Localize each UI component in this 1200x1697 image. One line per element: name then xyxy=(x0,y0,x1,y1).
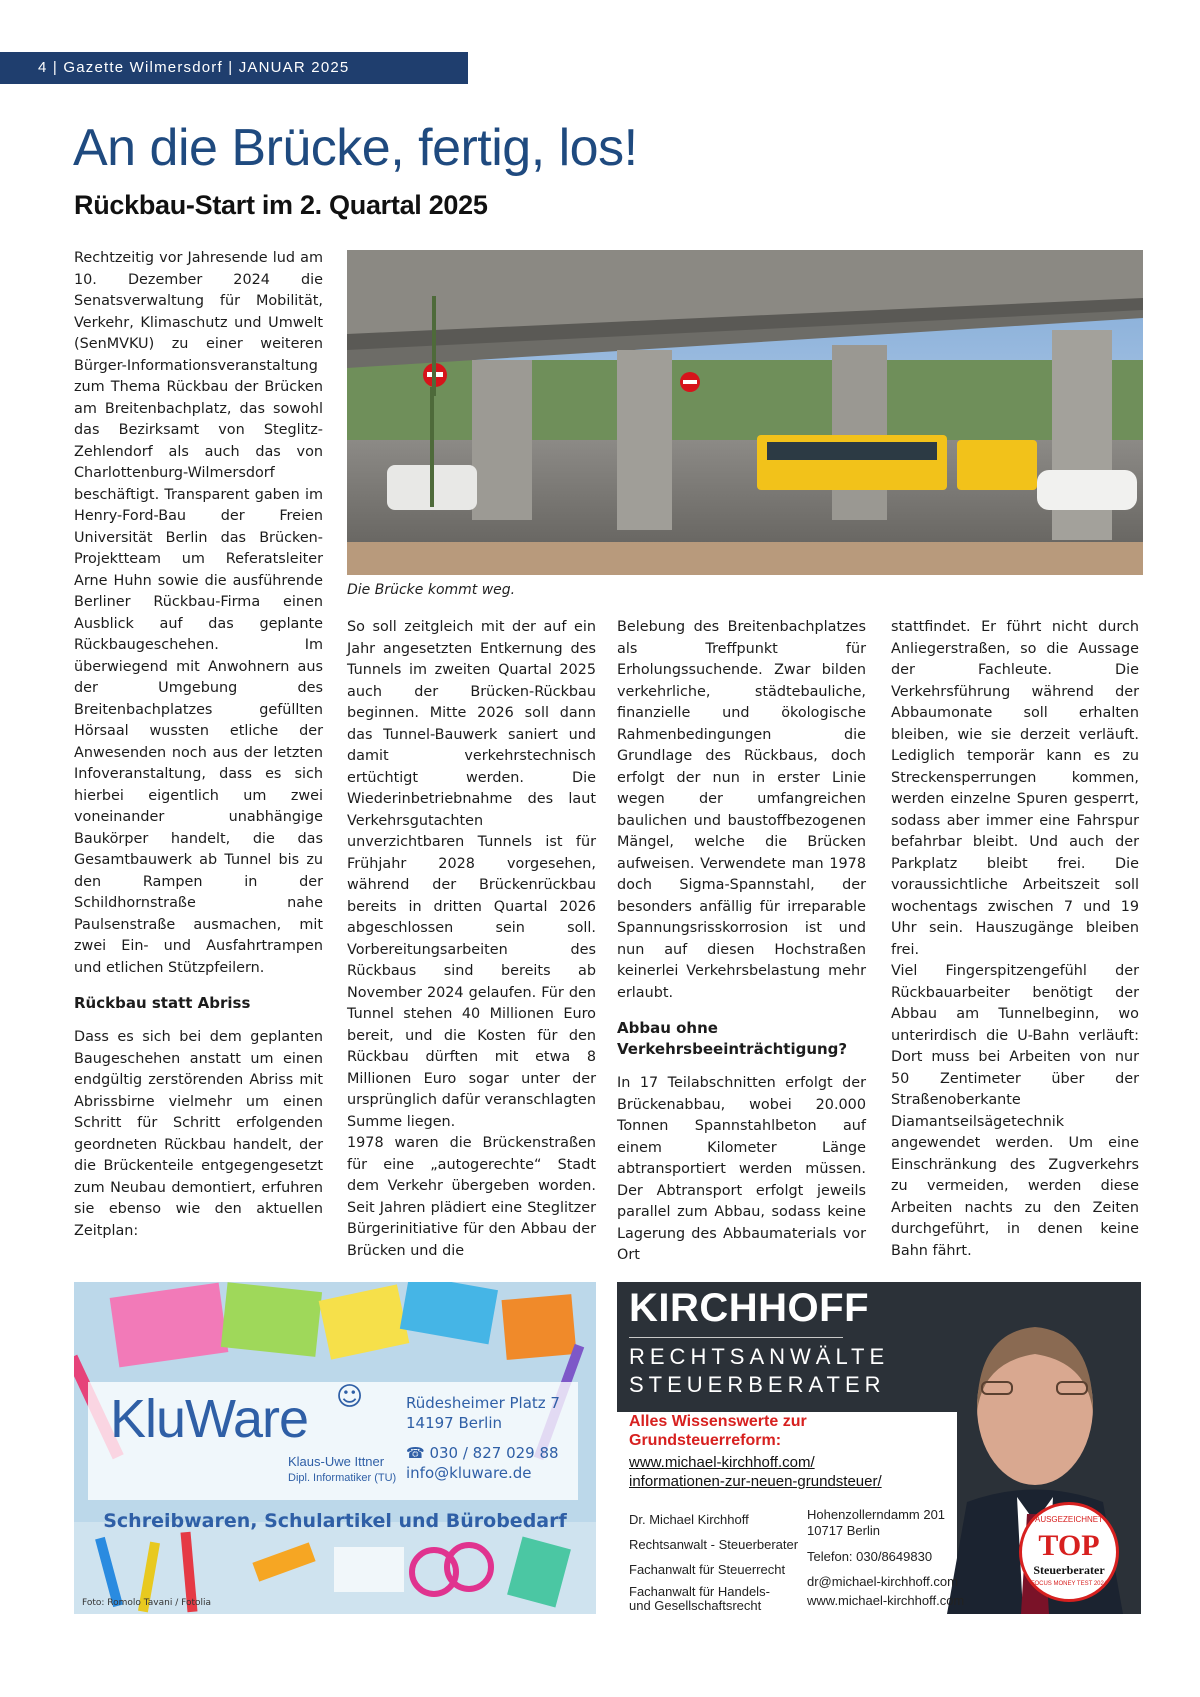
kirchhoff-role1: Rechtsanwalt - Steuerberater xyxy=(629,1537,799,1552)
smiley-icon: ☺ xyxy=(336,1382,364,1412)
article-column-3 xyxy=(617,617,866,1267)
kluware-phone[interactable]: ☎ 030 / 827 029 88 xyxy=(406,1444,559,1462)
paragraph: Viel Fingerspitzengefühl der Rückbauarbeiter benötigt der Abbau am Tunnelbeginn, wo unterirdisch die U-Bahn verläuft: Dort muss bei Arbeiten von nur 50 Zentimeter über der Straßenoberkante Diamantseilsägetechnik angewendet werden. Um eine Einschränkung des Zugverkehrs zu vermeiden, werden diese Arbeiten nachts zu den Zeiten durchgeführt, in denen keine Bahn fährt. xyxy=(891,963,1139,1259)
paragraph: So soll zeitgleich mit der auf ein Jahr angesetzten Entkernung des Tunnels im zweiten Quartal 2025 auch der Brücken-Rückbau beginnen. Mitte 2026 soll dann das Tunnel-Bauwerk saniert und damit verkehrstechnisch ertüchtigt werden. Die Wiederinbetriebnahme des laut Verkehrsgutachten unverzichtbaren Tunnels ist für Frühjahr 2028 vorgesehen, während der Brückenrückbau bereits in dritten Quartal 2026 abgeschlossen sein soll. Vorbereitungsarbeiten des Rückbaus sind bereits ab November 2024 gelaufen. Für den Tunnel stehen 40 Millionen Euro bereit, und die Kosten für den Rückbau dürften mit etwa 8 Millionen Euro sogar unter der ursprünglich dafür veranschlagten Summe liegen. xyxy=(347,619,596,1130)
kirchhoff-person: Dr. Michael Kirchhoff xyxy=(629,1512,749,1527)
kluware-owner: Klaus-Uwe Ittner xyxy=(288,1454,385,1469)
article-column-4 xyxy=(891,617,1139,1262)
kirchhoff-email[interactable]: dr@michael-kirchhoff.com xyxy=(807,1574,958,1589)
kluware-address-line1: Rüdesheimer Platz 7 xyxy=(406,1394,560,1412)
kluware-advertisement[interactable] xyxy=(74,1282,596,1614)
kirchhoff-headline: Alles Wissenswerte zur Grundsteuerreform: xyxy=(629,1413,807,1449)
paragraph: 1978 waren die Brückenstraßen für eine „autogerechte“ Stadt dem Verkehr übergeben worden. Seit Jahren plädiert eine Steglitzer Bürgerinitiative für den Abbau der Brücken und die xyxy=(347,1135,596,1259)
article-headline: An die Brücke, fertig, los! xyxy=(73,119,638,177)
article-column-1 xyxy=(74,248,323,1242)
kluware-email[interactable]: info@kluware.de xyxy=(406,1464,532,1482)
page-header-bar: 4 | Gazette Wilmersdorf | JANUAR 2025 xyxy=(0,52,468,84)
badge-sub-text: Steuerberater xyxy=(1033,1563,1105,1577)
kirchhoff-url2[interactable]: informationen-zur-neuen-grundsteuer/ xyxy=(629,1473,882,1490)
kluware-slogan: Schreibwaren, Schulartikel und Bürobedarf xyxy=(103,1510,567,1532)
kirchhoff-city: 10717 Berlin xyxy=(807,1523,880,1538)
photo-credit: Foto: Romolo Tavani / Fotolia xyxy=(82,1598,212,1608)
kirchhoff-line2: STEUERBERATER xyxy=(629,1372,886,1397)
paragraph: Belebung des Breitenbachplatzes als Treffpunkt für Erholungssuchende. Zwar bilden verkehrliche, städtebauliche, finanzielle und ökologische Rahmenbedingungen die Grundlage des Rückbaus, doch erfolgt der nun in erster Linie wegen der umfangreichen baulichen und baustoffbezogenen Mängel, welche die Brücken aufweisen. Verwendete man 1978 doch Sigma-Spannstahl, der besonders anfällig für irreparable Spannungsrisskorrosion ist und nun auf diesen Hochstraßen keinerlei Verkehrsbelastung mehr erlaubt. xyxy=(617,619,866,1001)
kirchhoff-web[interactable]: www.michael-kirchhoff.com xyxy=(807,1593,965,1608)
kirchhoff-phone[interactable]: Telefon: 030/8649830 xyxy=(807,1549,933,1564)
section-heading: Abbau ohne Verkehrsbeeinträchtigung? xyxy=(617,1019,848,1058)
kirchhoff-url1[interactable]: www.michael-kirchhoff.com/ xyxy=(629,1454,815,1471)
kirchhoff-street: Hohenzollerndamm 201 xyxy=(807,1507,946,1522)
paragraph: In 17 Teilabschnitten erfolgt der Brückenabbau, wobei 20.000 Tonnen Spannstahlbeton auf einem Kilometer Länge abtransportiert werden müssen. Der Abtransport erfolgt jeweils parallel zum Abbau, sodass keine Lagerung des Abbaumaterials vor Ort xyxy=(617,1075,866,1263)
badge-top-text: AUSGEZEICHNET xyxy=(1034,1515,1103,1524)
top-steuerberater-badge xyxy=(1019,1502,1119,1602)
badge-main-text: TOP xyxy=(1038,1529,1100,1562)
kluware-owner-title: Dipl. Informatiker (TU) xyxy=(288,1472,397,1484)
article-column-2 xyxy=(347,617,596,1262)
kluware-logo-panel xyxy=(88,1382,578,1500)
kirchhoff-role2: Fachanwalt für Steuerrecht xyxy=(629,1562,786,1577)
kirchhoff-line1: RECHTSANWÄLTE xyxy=(629,1344,890,1369)
kirchhoff-name: KIRCHHOFF xyxy=(629,1286,870,1330)
article-subheadline: Rückbau-Start im 2. Quartal 2025 xyxy=(74,190,488,220)
bridge-photo-illustration xyxy=(347,250,1143,575)
kluware-logo: KluWare xyxy=(110,1389,309,1449)
kirchhoff-divider xyxy=(629,1337,843,1338)
kirchhoff-role4: und Gesellschaftsrecht xyxy=(629,1598,762,1613)
paragraph: Dass es sich bei dem geplanten Baugeschehen anstatt um einen endgültig zerstörenden Abriss mit Abrissbirne vielmehr um einen Schritt für Schritt erfolgenden geordneten Rückbau handelt, der die Brückenteile entgegengesetzt zum Neubau demontiert, erfuhren sie ebenso wie den aktuellen Zeitplan: xyxy=(74,1029,323,1239)
kluware-address-line2: 14197 Berlin xyxy=(406,1414,503,1432)
photo-caption: Die Brücke kommt weg. xyxy=(347,582,516,598)
badge-bottom-text: FOCUS MONEY TEST 2024 xyxy=(1030,1581,1108,1587)
bridge-photo xyxy=(347,250,1143,575)
kirchhoff-advertisement[interactable] xyxy=(617,1282,1141,1614)
kirchhoff-role3: Fachanwalt für Handels- xyxy=(629,1584,770,1599)
paragraph: Rechtzeitig vor Jahresende lud am 10. Dezember 2024 die Senatsverwaltung für Mobilität, Verkehr, Klimaschutz und Umwelt (SenMVKU) zu einer weiteren Bürger-Informationsveranstaltung zum Thema Rückbau der Brücken am Breitenbachplatz, das sowohl das Bezirksamt von Steglitz-Zehlendorf als auch das von Charlottenburg-Wilmersdorf beschäftigt. Transparent gaben im Henry-Ford-Bau der Freien Universität Berlin das Brücken-Projektteam um Referatsleiter Arne Huhn sowie die ausführende Berliner Rückbau-Firma einen Ausblick auf das geplante Rückbaugeschehen. Im überwiegend mit Anwohnern aus der Umgebung des Breitenbachplatzes gefüllten Hörsaal wussten etliche der Anwesenden noch aus der letzten Infoveranstaltung, dass es sich hierbei eigentlich um zwei voneinander unabhängige Baukörper handelt, die das Gesamtbauwerk ab Tunnel bis zu den Rampen in der Schildhornstraße nahe Paulsenstraße ausmachen, mit zwei Ein- und Ausfahrtrampen und etlichen Stützpfeilern. xyxy=(74,250,323,976)
paragraph: stattfindet. Er führt nicht durch Anliegerstraßen, so die Aussage der Fachleute. Die Verkehrsführung während der Abbaumonate soll erhalten bleiben, wie sie derzeit verläuft. Lediglich temporär kann es zu Streckensperrungen kommen, werden einzelne Spuren gesperrt, sodass aber immer eine Fahrspur befahrbar bleibt. Und auch der Parkplatz bleibt frei. Die voraussichtliche Arbeitszeit soll wochentags zwischen 7 und 19 Uhr sein. Hauszugänge bleiben frei. xyxy=(891,619,1139,958)
section-heading: Rückbau statt Abriss xyxy=(74,994,251,1012)
